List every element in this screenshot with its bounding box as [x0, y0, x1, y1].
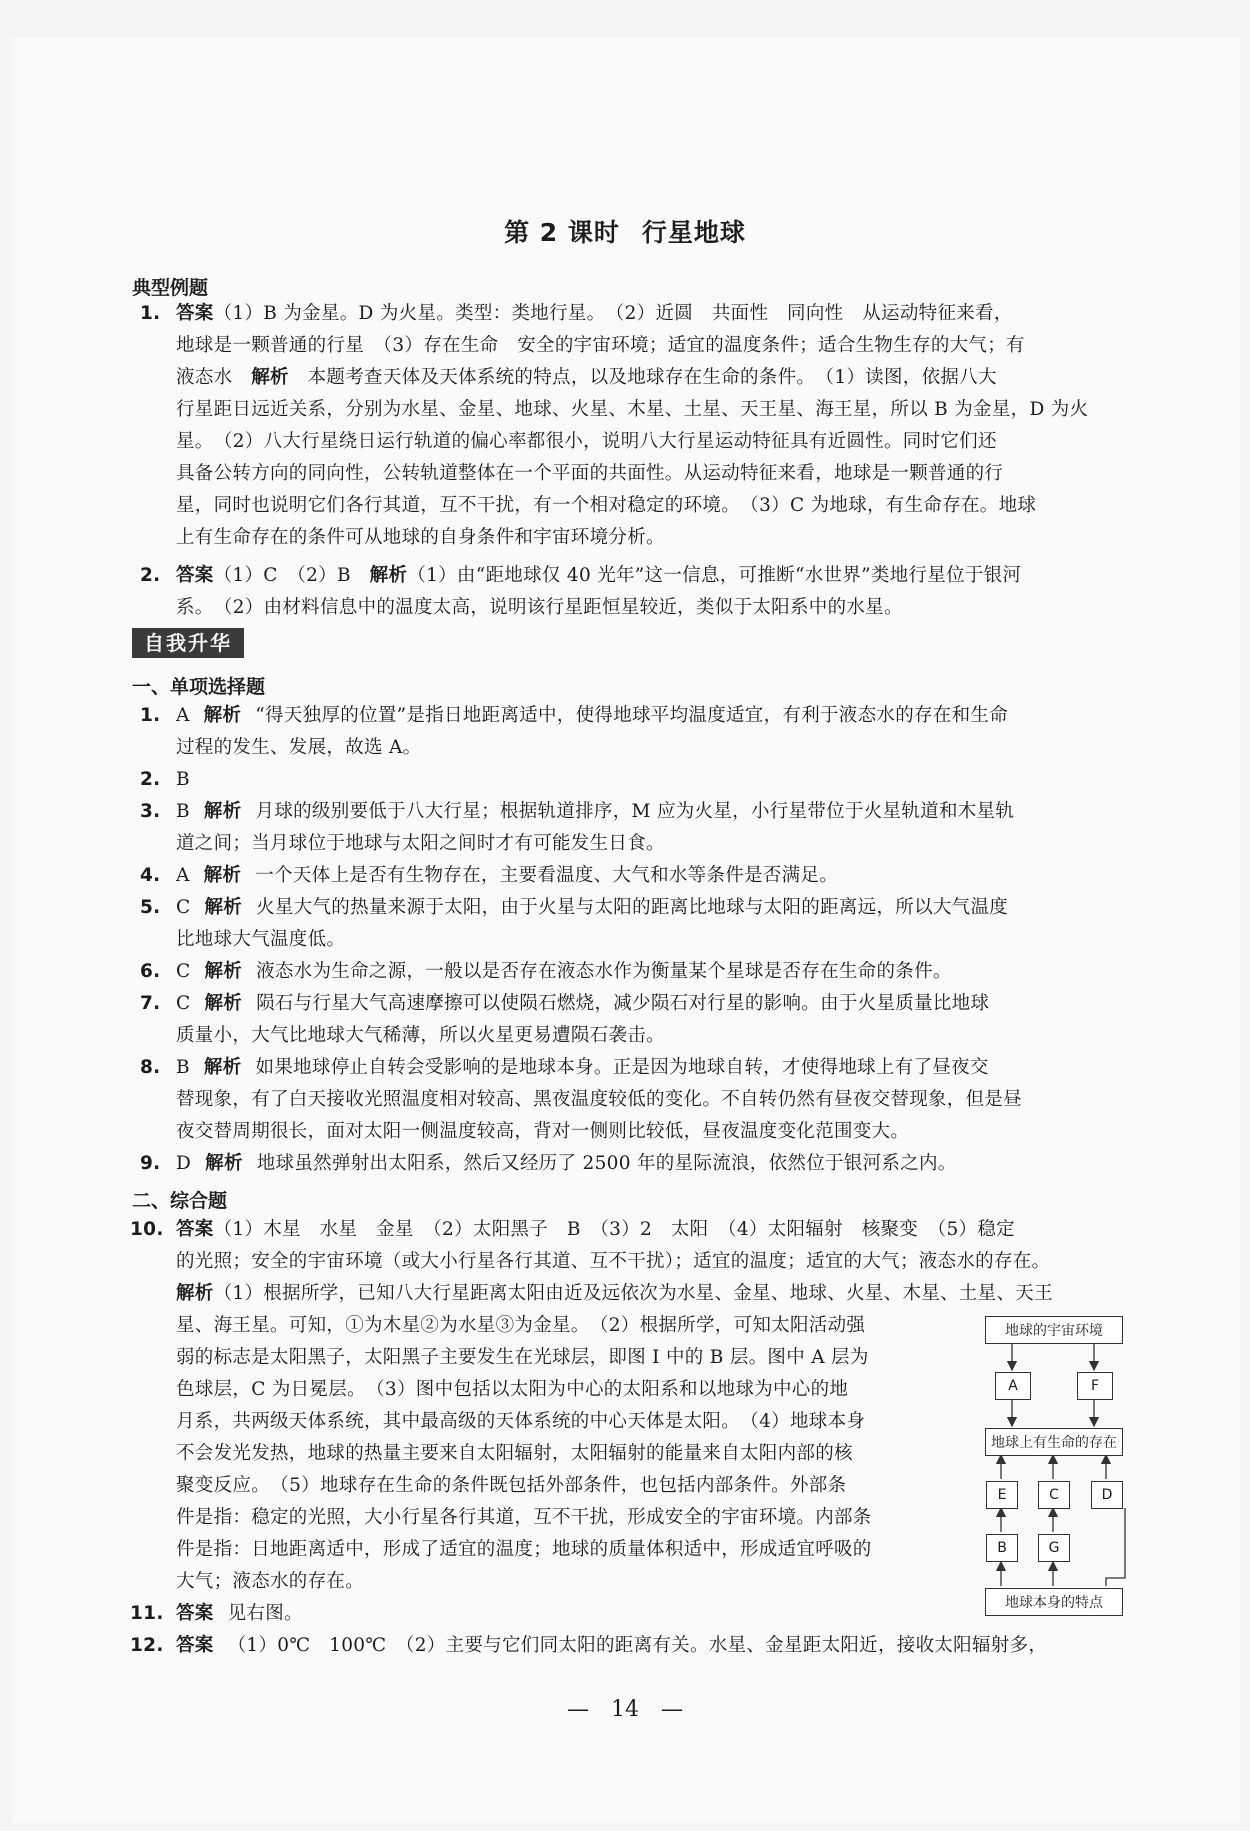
choice-answer: C — [176, 897, 191, 918]
choice-item-2: 2. B — [140, 764, 1125, 796]
analysis-label: 解析 — [369, 565, 408, 586]
box-life-exists: 地球上有生命的存在 — [985, 1428, 1123, 1456]
box-e: E — [986, 1481, 1018, 1509]
choice-item-9: 9. D 解析 地球虽然弹射出太阳系，然后又经历了 2500 年的星际流浪，依然位于银河系之内。 — [140, 1153, 957, 1174]
page-number: — 14 — — [566, 1697, 684, 1722]
box-f: F — [1077, 1372, 1113, 1400]
choice-answer: B — [176, 801, 190, 822]
box-cosmic-environment: 地球的宇宙环境 — [985, 1316, 1123, 1344]
choice-item-4: 4. A 解析 一个天体上是否有生物存在，主要看温度、大气和水等条件是否满足。 — [140, 865, 839, 886]
life-conditions-diagram — [985, 1316, 1135, 1622]
page-title — [0, 213, 1250, 249]
lesson-title: 行星地球 — [641, 218, 746, 247]
box-c: C — [1038, 1481, 1070, 1509]
choice-answer: B — [176, 769, 190, 790]
section-band-self-improve: 自我升华 — [132, 628, 244, 658]
box-b: B — [986, 1534, 1018, 1562]
analysis-label: 解析 — [176, 1283, 214, 1304]
box-d: D — [1091, 1481, 1123, 1509]
comp-q10: 10. 答案（1）木星 水星 金星 （2）太阳黑子 B （3）2 太阳 （4）太阳辐射 核聚变 （5）稳定 的光照；安全的宇宙环境（或大小行星各行其道、互不干扰）；适宜的温度；适宜的大气；液态水的存在。 解析（1）根据所学，已知八大行星距离太阳由近及远依次为水星、金星、地球、火星、木星、土星、天王 星、海王星。可知，①为木星②为水星③为金星。 （2）根据所学，可知太阳活动强 弱的标志是太阳黑子，太阳黑子主要发生在光球层，即图 Ⅰ 中的 B 层。图中 A 层为 色球层，C 为日冕层。 （3）图中包括以太阳为中心的太阳系和以地球为中心的地 月系，共两级天体系统，其中最高级的天体系统的中心天体是太阳。 （4）地球本身 不会发光发热，地球的热量主要来自太阳辐射，太阳辐射的能量来自太阳内部的核 聚变反应。 （5）地球存在生命的条件既包括外部条件，也包括内部条件。外部条 件是指：稳定的光照，大小行星各行其道，互不干扰，形成安全的宇宙环境。内部条 件是指：日地距离适中，形成了适宜的温度；地球的质量体积适中，形成适宜呼吸的 大气；液态水的存在。 — [130, 1219, 1053, 1592]
choice-answer: C — [176, 993, 191, 1014]
typical-q2: 2. 答案（1）C （2）B 解析（1）由“距地球仅 40 光年”这一信息，可推断“水世界”类地行星位于银河 系。 （2）由材料信息中的温度太高，说明该行星距恒星较近，类似于太阳系中的水星。 — [140, 565, 1022, 618]
choice-answer: A — [176, 705, 190, 726]
choice-item-3: 3. B 解析 月球的级别要低于八大行星；根据轨道排序，M 应为火星，小行星带位于火星轨道和木星轨 道之间；当月球位于地球与太阳之间时才有可能发生日食。 — [140, 801, 1015, 854]
choice-answer: D — [176, 1153, 192, 1174]
choice-item-5: 5. C 解析 火星大气的热量来源于太阳，由于火星与太阳的距离比地球与太阳的距离远，所以大气温度 比地球大气温度低。 — [140, 897, 1009, 950]
lesson-number: 第 2 课时 — [504, 218, 620, 247]
choice-item-7: 7. C 解析 陨石与行星大气高速摩擦可以使陨石燃烧，减少陨石对行星的影响。由于火星质量比地球 质量小，大气比地球大气稀薄，所以火星更易遭陨石袭击。 — [140, 993, 990, 1046]
choice-answer: B — [176, 1057, 190, 1078]
answer-label: 答案 — [176, 1603, 214, 1624]
choice-item-8: 8. B 解析 如果地球停止自转会受影响的是地球本身。正是因为地球自转，才使得地球上有了昼夜交 替现象，有了白天接收光照温度相对较高、黑夜温度较低的变化。不自转仍然有昼夜交替现象，但是昼 夜交替周期很长，面对太阳一侧温度较高，背对一侧则比较低，昼夜温度变化范围变大。 — [140, 1057, 1023, 1142]
answer-label: 答案 — [176, 565, 214, 586]
typical-q1: 1. 答案（1）B 为金星。D 为火星。类型：类地行星。 （2）近圆 共面性 同向性 从运动特征来看， 地球是一颗普通的行星 （3）存在生命 安全的宇宙环境；适宜的温度条件；适合生物生存的大气；有 液态水 解析 本题考查天体及天体系统的特点，以及地球存在生命的条件。 （1）读图，依据八大 行星距日远近关系，分别为水星、金星、地球、火星、木星、土星、天王星、海王星，所以 B 为金星，D 为火 星。 （2）八大行星绕日运行轨道的偏心率都很小，说明八大行星运动特征具有近圆性。同时它们还 具备公转方向的同向性，公转轨道整体在一个平面的共面性。从运动特征来看，地球是一颗普通的行 星，同时也说明它们各行其道，互不干扰，有一个相对稳定的环境。 （3）C 为地球，有生命存在。地球 上有生命存在的条件可从地球的自身条件和宇宙环境分析。 — [140, 303, 1089, 548]
box-g: G — [1038, 1534, 1070, 1562]
answer-label: 答案 — [176, 303, 214, 324]
section-comprehensive-heading: 二、综合题 — [132, 1190, 228, 1212]
comp-q12: 12. 答案 （1）0℃ 100℃ （2）主要与它们同太阳的距离有关。水星、金星距太阳近，接收太阳辐射多， — [130, 1635, 1048, 1656]
choice-answer: C — [176, 961, 191, 982]
box-a: A — [995, 1372, 1031, 1400]
section-single-choice-heading: 一、单项选择题 — [132, 676, 266, 698]
box-earth-features: 地球本身的特点 — [985, 1588, 1123, 1616]
analysis-label: 解析 — [251, 367, 289, 388]
answer-label: 答案 — [176, 1219, 214, 1240]
section-typical-heading: 典型例题 — [132, 277, 209, 299]
diagram-arrows — [985, 1316, 1135, 1622]
choice-item-6: 6. C 解析 液态水为生命之源，一般以是否存在液态水作为衡量某个星球是否存在生命的条件。 — [140, 961, 952, 982]
choice-item-1: 1. A 解析 “得天独厚的位置”是指日地距离适中，使得地球平均温度适宜，有利于液态水的存在和生命 过程的发生、发展，故选 A。 — [140, 705, 1008, 758]
comp-q11: 11. 答案 见右图。 — [130, 1603, 303, 1624]
answer-label: 答案 — [176, 1635, 214, 1656]
choice-answer: A — [176, 865, 190, 886]
